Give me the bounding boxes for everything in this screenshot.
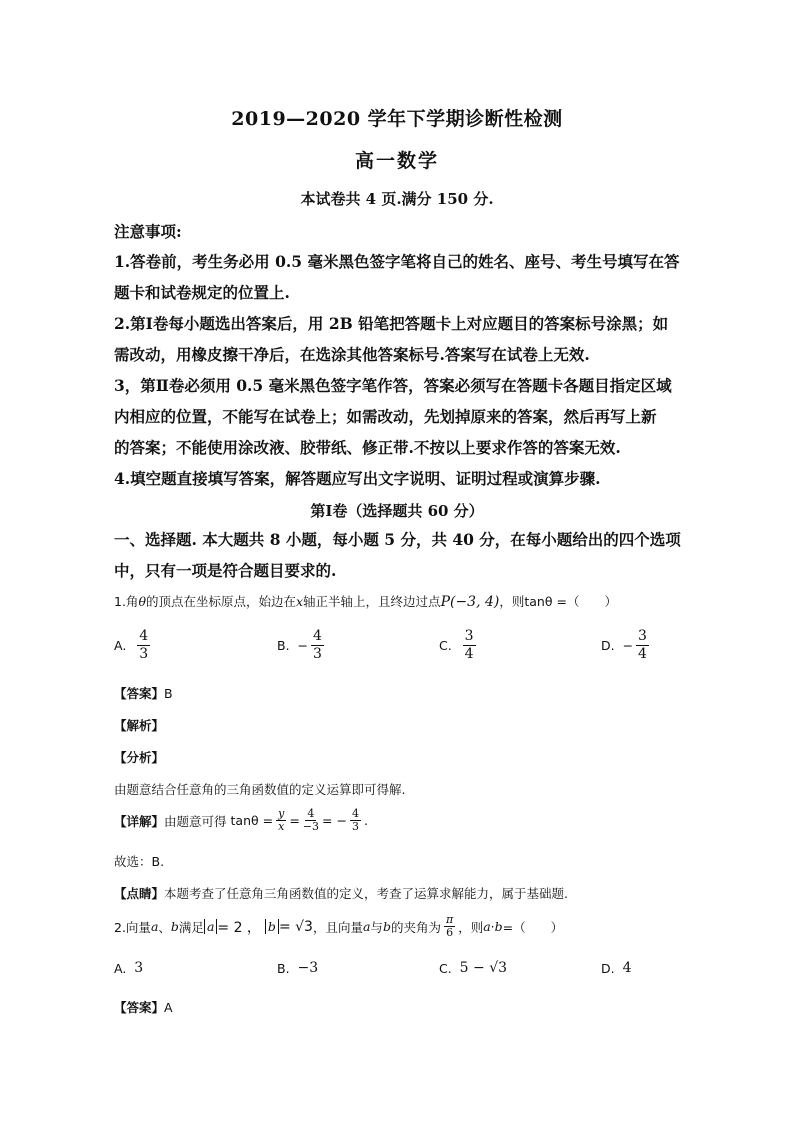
exam-info: 本试卷共 4 页.满分 150 分. [300,190,494,208]
note-line: 需改动，用橡皮擦干净后，在选涂其他答案标号.答案写在试卷上无效. [114,345,590,364]
detail-line: 【详解】 由题意可得 tanθ = $\frac{y}{x}$ = $\frac{4}{-3}$ = − $\frac{4}{3}$ . [114,807,368,833]
abs-a: a [204,919,217,934]
vector-b: b [382,919,391,934]
note-line: 内相应的位置，不能写在试卷上；如需改动，先划掉原来的答案，然后再写上新 [114,407,657,426]
fenxi-heading: 【分析】 [114,750,165,765]
abs-b: b [265,919,279,934]
part-one-line: 一、选择题. 本大题共 8 小题，每小题 5 分，共 40 分，在每小题给出的四个选项 [114,530,681,549]
option-a[interactable]: A. 3 [114,960,144,976]
fraction: $\frac{y}{x}$ [278,807,285,833]
notes-list [114,246,684,494]
note-line: 4.填空题直接填写答案，解答题应写出文字说明、证明过程或演算步骤. [114,469,601,488]
notes-heading: 注意事项: [114,222,182,241]
option-a[interactable]: A. $\frac{4}{3}$ [114,628,149,662]
option-d[interactable]: D. 4 [601,960,632,976]
vector-a: a [362,919,371,934]
note-line: 的答案；不能使用涂改液、胶带纸、修正带.不按以上要求作答的答案无效. [114,438,621,457]
vector-a: a [150,919,159,934]
note-line: 2.第Ⅰ卷每小题选出答案后，用 2B 铅笔把答题卡上对应题目的答案标号涂黑；如 [114,314,669,333]
part-one-line: 中，只有一项是符合题目要求的. [114,561,337,580]
vector-b: b [494,919,503,934]
note-line: 3，第Ⅱ卷必须用 0.5 毫米黑色签字笔作答，答案必须写在答题卡各题目指定区域 [114,376,672,395]
option-b[interactable]: B. −3 [277,960,319,976]
option-c[interactable]: C. 5 − √3 [439,960,508,976]
vector-a: a [483,919,491,934]
comment-line: 【点睛】本题考查了任意角三角函数值的定义，考查了运算求解能力，属于基础题. [114,886,568,901]
answer-line: 【答案】B [114,686,173,701]
note-line: 1.答卷前，考生务必用 0.5 毫米黑色签字笔将自己的姓名、座号、考生号填写在答 [114,252,680,271]
answer-line: 【答案】A [114,1000,173,1015]
part-one-instructions [114,524,684,586]
fraction: $\frac{3}{4}$ [464,628,474,662]
fraction: $\frac{\pi}{6}$ [445,913,454,939]
option-c[interactable]: C. $\frac{3}{4}$ [439,628,474,662]
fraction: $\frac{4}{3}$ [313,628,322,662]
fraction: $\frac{3}{4}$ [638,628,647,662]
choose-line: 故选：B. [114,854,165,869]
option-d[interactable]: D. − $\frac{3}{4}$ [601,628,647,662]
fraction: $\frac{4}{-3}$ [302,807,320,833]
fraction: $\frac{4}{3}$ [351,807,359,833]
page-subtitle: 高一数学 [354,150,439,172]
option-b[interactable]: B. − $\frac{4}{3}$ [277,628,322,662]
fenxi-text: 由题意结合任意角的三角函数值的定义运算即可得解. [114,782,406,797]
question-1-stem: 1.角θ的顶点在坐标原点，始边在x轴正半轴上，且终边过点P(−3, 4)，则tanθ =（ ） [114,594,617,610]
fraction: $\frac{4}{3}$ [139,628,149,662]
section-heading: 第Ⅰ卷（选择题共 60 分） [310,502,484,520]
analysis-heading: 【解析】 [114,718,165,733]
question-2-stem: 2.向量 a 、 b 满足 a = 2 ， b = √3 ，且向量 a 与 b 的夹角为 $\frac{\pi}{6}$ ，则 a · b =（ ） [114,913,564,939]
page-title: 2019—2020 学年下学期诊断性检测 [231,108,563,130]
note-line: 题卡和试卷规定的位置上. [114,283,290,302]
vector-b: b [170,919,179,934]
